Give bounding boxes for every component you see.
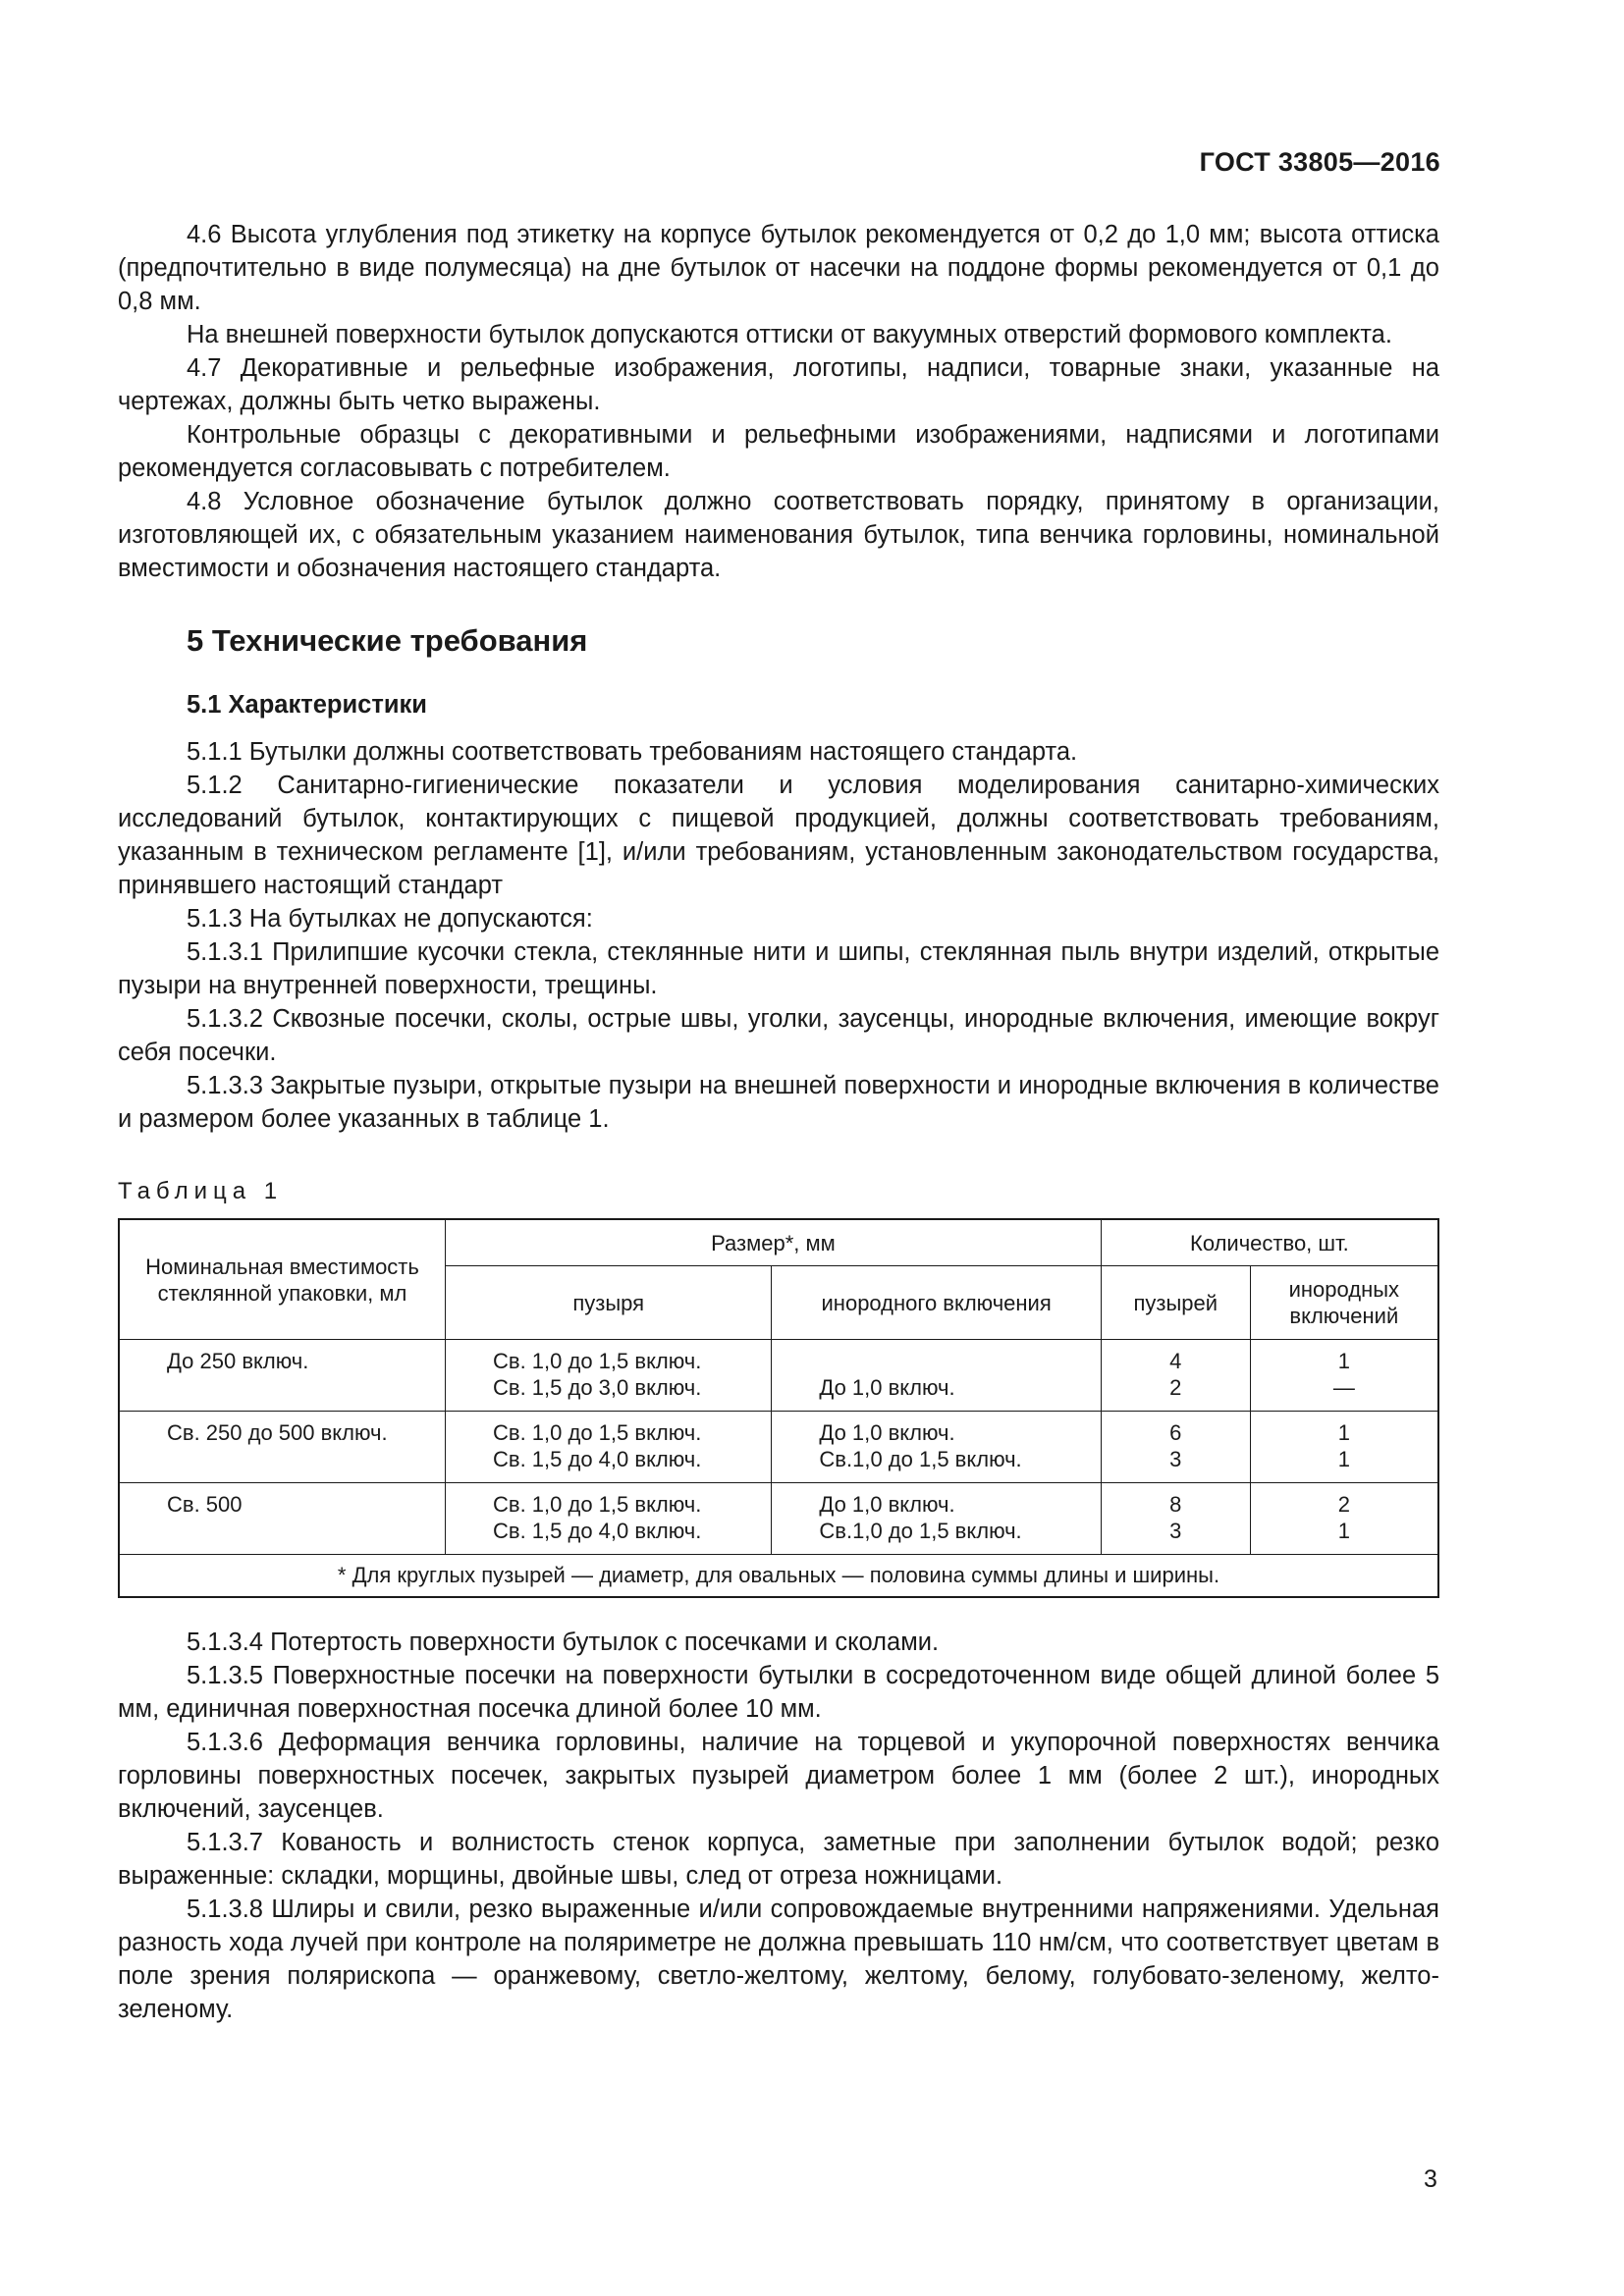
cell-inclusion-size: До 1,0 включ. Св.1,0 до 1,5 включ. [772,1412,1101,1483]
table-row [119,1340,1438,1412]
cell-bubble-count: 6 3 [1101,1412,1250,1483]
header-size-group: Размер*, мм [446,1219,1102,1266]
cell-bubble-size: Св. 1,0 до 1,5 включ. Св. 1,5 до 4,0 включ. [446,1412,772,1483]
paragraph-5-1-3-1: 5.1.3.1 Прилипшие кусочки стекла, стеклянные нити и шипы, стеклянная пыль внутри изделий, открытые пузыри на внутренней поверхности, трещины. [118,938,1439,999]
cell-bubble-size: Св. 1,0 до 1,5 включ. Св. 1,5 до 3,0 включ. [446,1340,772,1412]
cell-inclusion-count: 2 1 [1250,1483,1438,1555]
paragraph-5-1-3-5: 5.1.3.5 Поверхностные посечки на поверхности бутылки в сосредоточенном виде общей длиной более 5 мм, единичная поверхностная посечка длиной более 10 мм. [118,1662,1439,1723]
header-count-group: Количество, шт. [1101,1219,1438,1266]
cell-inclusion-count: 1 — [1250,1340,1438,1412]
header-count-bubbles: пузырей [1101,1266,1250,1340]
table-row [119,1483,1438,1555]
page-number: 3 [1424,2165,1437,2193]
paragraph-5-1-1: 5.1.1 Бутылки должны соответствовать требованиям настоящего стандарта. [187,738,1078,766]
cell-inclusion-count: 1 1 [1250,1412,1438,1483]
paragraph-4-6-note: На внешней поверхности бутылок допускаются оттиски от вакуумных отверстий формового комплекта. [187,321,1392,348]
paragraph-5-1-3-2: 5.1.3.2 Сквозные посечки, сколы, острые швы, уголки, заусенцы, инородные включения, имеющие вокруг себя посечки. [118,1005,1439,1066]
table-footnote-row [119,1555,1438,1598]
section-title: 5 Технические требования [187,623,588,658]
table-footnote: * Для круглых пузырей — диаметр, для овальных — половина суммы длины и ширины. [119,1555,1438,1598]
cell-bubble-size: Св. 1,0 до 1,5 включ. Св. 1,5 до 4,0 включ. [446,1483,772,1555]
cell-capacity: До 250 включ. [119,1340,446,1412]
paragraph-4-8: 4.8 Условное обозначение бутылок должно соответствовать порядку, принятому в организации, изготовляющей их, с обязательным указанием наименования бутылок, типа венчика горловины, номинальной вместимости и обозначения настоящего стандарта. [118,488,1439,582]
subsection-title: 5.1 Характеристики [187,691,427,719]
cell-bubble-count: 4 2 [1101,1340,1250,1412]
paragraph-4-6: 4.6 Высота углубления под этикетку на корпусе бутылок рекомендуется от 0,2 до 1,0 мм; высота оттиска (предпочтительно в виде полумесяца) на дне бутылок от насечки на поддоне формы рекомендуется от 0,1 до 0,8 мм. [118,221,1439,315]
standard-id: ГОСТ 33805—2016 [1199,147,1440,177]
cell-capacity: Св. 500 [119,1483,446,1555]
header-size-bubble: пузыря [446,1266,772,1340]
paragraph-5-1-3-8: 5.1.3.8 Шлиры и свили, резко выраженные и/или сопровождаемые внутренними напряжениями. Удельная разность хода лучей при контроле на поляриметре не должна превышать 110 нм/см, что соответствует цветам в поле зрения полярископа — оранжевому, светло-желтому, желтому, белому, голубовато-зеленому, желто-зеленому. [118,1896,1439,2023]
cell-inclusion-size: До 1,0 включ. [772,1340,1101,1412]
paragraph-5-1-3-4: 5.1.3.4 Потертость поверхности бутылок с посечками и сколами. [187,1629,940,1656]
cell-inclusion-size: До 1,0 включ. Св.1,0 до 1,5 включ. [772,1483,1101,1555]
document-body [118,218,1439,2026]
paragraph-4-7-note: Контрольные образцы с декоративными и рельефными изображениями, надписями и логотипами рекомендуется согласовывать с потребителем. [118,421,1439,482]
paragraph-5-1-3-7: 5.1.3.7 Кованость и волнистость стенок корпуса, заметные при заполнении бутылок водой; резко выраженные: складки, морщины, двойные швы, след от отреза ножницами. [118,1829,1439,1890]
defects-table [118,1218,1439,1598]
cell-capacity: Св. 250 до 500 включ. [119,1412,446,1483]
paragraph-5-1-3-3: 5.1.3.3 Закрытые пузыри, открытые пузыри на внешней поверхности и инородные включения в количестве и размером более указанных в таблице 1. [118,1072,1439,1133]
header-capacity: Номинальная вместимость стеклянной упаковки, мл [119,1219,446,1340]
header-size-inclusion: инородного включения [772,1266,1101,1340]
paragraph-4-7: 4.7 Декоративные и рельефные изображения, логотипы, надписи, товарные знаки, указанные на чертежах, должны быть четко выражены. [118,354,1439,415]
table-caption: Таблица 1 [118,1178,284,1204]
paragraph-5-1-3-6: 5.1.3.6 Деформация венчика горловины, наличие на торцевой и укупорочной поверхностях венчика горловины поверхностных посечек, закрытых пузырей диаметром более 1 мм (более 2 шт.), инородных включений, заусенцев. [118,1729,1439,1823]
paragraph-5-1-3: 5.1.3 На бутылках не допускаются: [187,905,593,933]
paragraph-5-1-2: 5.1.2 Санитарно-гигиенические показатели и условия моделирования санитарно-химических исследований бутылок, контактирующих с пищевой продукцией, должны соответствовать требованиям, указанным в техническом регламенте [1], и/или требованиям, установленным законодательством государства, принявшего настоящий стандарт [118,772,1439,899]
table-row [119,1412,1438,1483]
cell-bubble-count: 8 3 [1101,1483,1250,1555]
header-count-inclusions: инородных включений [1250,1266,1438,1340]
